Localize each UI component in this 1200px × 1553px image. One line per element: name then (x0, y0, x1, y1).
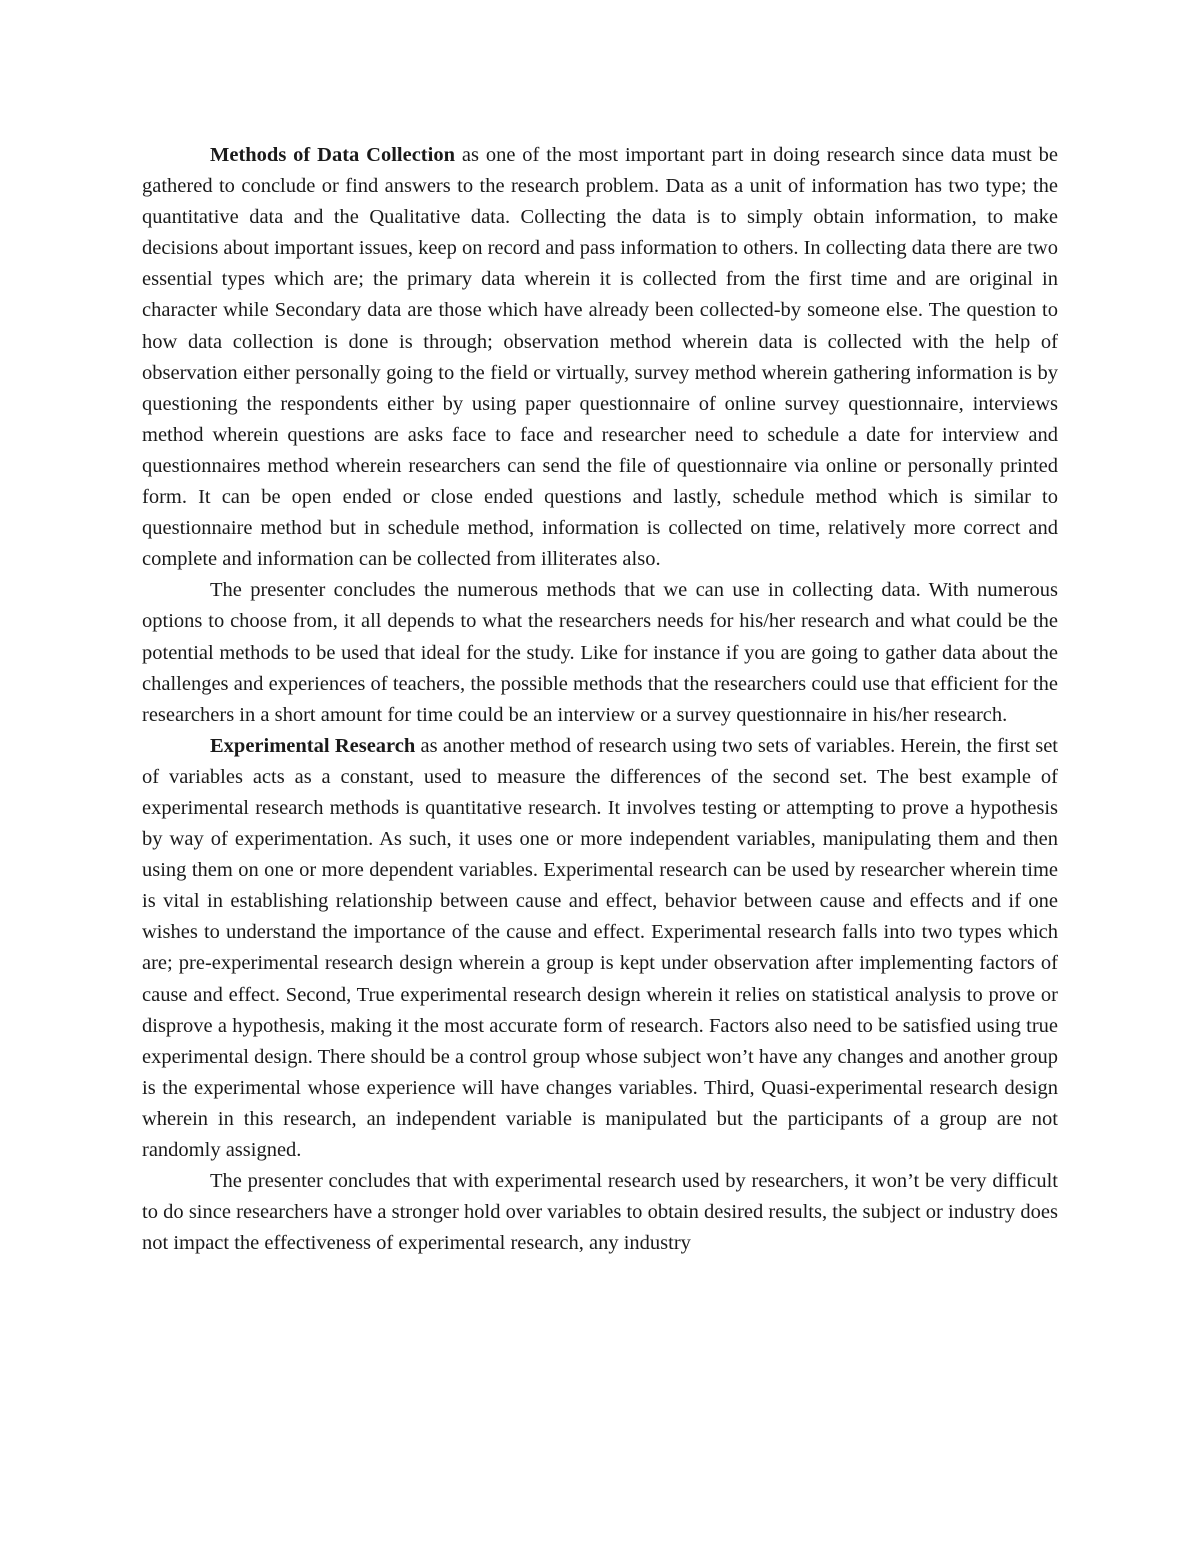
document-page (142, 140, 1058, 1259)
paragraph-heading: Experimental Research (210, 734, 416, 757)
paragraph-methods-of-data-collection (142, 140, 1058, 575)
paragraph-text: The presenter concludes the numerous methods that we can use in collecting data. With numerous options to choose from, it all depends to what the researchers needs for his/her research and what could be the potential methods to be used that ideal for the study. Like for instance if you are going to gather data about the challenges and experiences of teachers, the possible methods that the researchers could use that efficient for the researchers in a short amount for time could be an interview or a survey questionnaire in his/her research. (142, 579, 1058, 726)
paragraph-experimental-research (142, 731, 1058, 1166)
paragraph-text: as another method of research using two sets of variables. Herein, the first set of variables acts as a constant, used to measure the differences of the second set. The best example of experimental research methods is quantitative research. It involves testing or attempting to prove a hypothesis by way of experimentation. As such, it uses one or more independent variables, manipulating them and then using them on one or more dependent variables. Experimental research can be used by researcher wherein time is vital in establishing relationship between cause and effect, behavior between cause and effects and if one wishes to understand the importance of the cause and effect. Experimental research falls into two types which are; pre-experimental research design wherein a group is kept under observation after implementing factors of cause and effect. Second, True experimental research design wherein it relies on statistical analysis to prove or disprove a hypothesis, making it the most accurate form of research. Factors also need to be satisfied using true experimental design. There should be a control group whose subject won’t have any changes and another group is the experimental whose experience will have changes variables. Third, Quasi-experimental research design wherein in this research, an independent variable is manipulated but the participants of a group are not randomly assigned. (142, 734, 1058, 1161)
paragraph-text: The presenter concludes that with experimental research used by researchers, it won’t be very difficult to do since researchers have a stronger hold over variables to obtain desired results, the subject or industry does not impact the effectiveness of experimental research, any industry (142, 1170, 1058, 1255)
paragraph-data-collection-conclusion (142, 575, 1058, 730)
paragraph-heading: Methods of Data Collection (210, 144, 455, 166)
paragraph-experimental-conclusion (142, 1166, 1058, 1259)
paragraph-text: as one of the most important part in doing research since data must be gathered to conclude or find answers to the research problem. Data as a unit of information has two type; the quantitative data and the Qualitative data. Collecting the data is to simply obtain information, to make decisions about important issues, keep on record and pass information to others. In collecting data there are two essential types which are; the primary data wherein it is collected from the first time and are original in character while Secondary data are those which have already been collected-by someone else. The question to how data collection is done is through; observation method wherein data is collected with the help of observation either personally going to the field or virtually, survey method wherein gathering information is by questioning the respondents either by using paper questionnaire of online survey questionnaire, interviews method wherein questions are asks face to face and researcher need to schedule a date for interview and questionnaires method wherein researchers can send the file of questionnaire via online or personally printed form. It can be open ended or close ended questions and lastly, schedule method which is similar to questionnaire method but in schedule method, information is collected on time, relatively more correct and complete and information can be collected from illiterates also. (142, 144, 1058, 571)
